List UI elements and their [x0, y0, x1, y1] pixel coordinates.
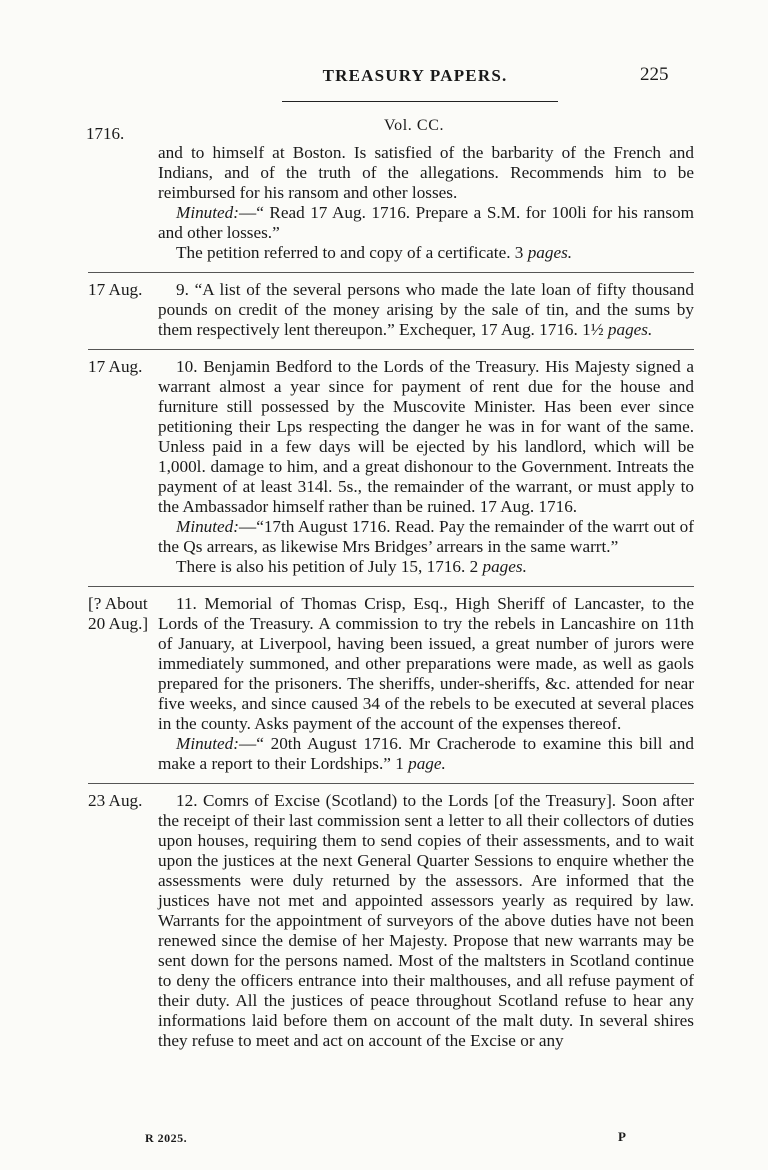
continuation-entry	[88, 143, 694, 263]
running-title: TREASURY PAPERS.	[322, 66, 508, 85]
entry-date: 17 Aug.	[88, 280, 143, 299]
continuation-text: and to himself at Boston. Is satisfied of the barbarity of the French and Indians, and of the truth of the allegations. Recommends him to be reimbursed for his ransom and other losses.	[158, 143, 694, 202]
entry-date: 17 Aug.	[88, 357, 143, 376]
entry-note	[158, 557, 694, 577]
minute-text: —“ 20th August 1716. Mr Cracherode to examine this bill and make a report to their Lordships.” 1	[158, 734, 694, 773]
minute-label: Minuted:	[176, 203, 240, 222]
note-text: There is also his petition of July 15, 1716. 2	[176, 557, 479, 576]
entry-divider	[88, 586, 694, 587]
note-pages: pages.	[527, 243, 573, 262]
minute-text: —“17th August 1716. Read. Pay the remainder of the warrt out of the Qs arrears, as likewise Mrs Bridges’ arrears in the same warrt.”	[158, 517, 694, 556]
page-number: 225	[640, 64, 669, 85]
entry-divider	[88, 272, 694, 273]
entry-date: [? About 20 Aug.]	[88, 594, 149, 633]
entry-date: 23 Aug.	[88, 791, 143, 810]
document-body	[88, 143, 694, 1051]
entry-text: 11. Memorial of Thomas Crisp, Esq., High Sheriff of Lancaster, to the Lords of the Treasury. A commission to try the rebels in Lancashire on 11th of January, at Liverpool, having been issued, a great number of jurors were immediately summoned, and other preparations were made, as well as gaols prepared for the prisoners. The sheriffs, under-sheriffs, &c. attended for near five weeks, and since caused 34 of the rebels to be executed at several places in the county. Asks payment of the account of the expenses thereof.	[158, 594, 694, 733]
entry-minute	[158, 517, 694, 557]
calendar-entry	[88, 791, 694, 1051]
minute-label: Minuted:	[176, 734, 240, 753]
calendar-entry	[88, 357, 694, 577]
entry-divider	[88, 349, 694, 350]
entry-divider	[88, 783, 694, 784]
entry-text: 10. Benjamin Bedford to the Lords of the Treasury. His Majesty signed a warrant almost a year since for payment of rent due for the house and furniture still possessed by the Muscovite Minister. Has been ever since petitioning their Lps respecting the danger he was in for want of the same. Unless paid in a few days will be ejected by his landlord, which will be 1,000l. damage to him, and a great dishonour to the Government. Intreats the payment of at least 314l. 5s., the remainder of the warrant, or must apply to the Ambassador himself rather than be ruined. 17 Aug. 1716.	[158, 357, 694, 516]
continuation-note	[158, 243, 694, 263]
entry-pages: pages.	[607, 320, 653, 339]
entry-minute	[158, 734, 694, 774]
calendar-entry	[88, 594, 694, 774]
calendar-entry	[88, 280, 694, 340]
header-rule	[282, 101, 558, 102]
entry-text: 9. “A list of the several persons who made the late loan of fifty thousand pounds on credit of the money arising by the sale of tin, and the sums by them respectively lent thereupon.” Exchequer, 17 Aug. 1716. 1½ pages.	[158, 280, 694, 339]
continuation-minute	[158, 203, 694, 243]
minute-text: —“ Read 17 Aug. 1716. Prepare a S.M. for 100li for his ransom and other losses.”	[158, 203, 694, 242]
margin-year: 1716.	[86, 124, 125, 143]
gathering-mark: P	[618, 1129, 626, 1144]
note-pages: pages.	[482, 557, 527, 576]
volume-heading: Vol. CC.	[384, 117, 445, 134]
note-text: The petition referred to and copy of a certificate. 3	[176, 243, 524, 262]
minute-label: Minuted:	[176, 517, 240, 536]
minute-pages: page.	[408, 754, 446, 773]
entry-text: 12. Comrs of Excise (Scotland) to the Lords [of the Treasury]. Soon after the receipt of their last commission sent a letter to all their collectors of duties upon houses, requiring them to send copies of their assessments, and to wait upon the justices at the next General Quarter Sessions to enquire whether the assessments were duly returned by the assessors. Are informed that the justices have not met and appointed assessors yearly as required by law. Warrants for the appointment of surveyors of the above duties have not been renewed since the demise of her Majesty. Propose that new warrants may be sent down for the persons named. Most of the maltsters in Scotland continue to deny the officers entrance into their malthouses, and all refuse payment of their duty. All the justices of peace throughout Scotland refuse to hear any informations laid before them on account of the malt duty. In several shires they refuse to meet and act on account of the Excise or any	[158, 791, 694, 1050]
signature-mark: R 2025.	[145, 1131, 188, 1145]
